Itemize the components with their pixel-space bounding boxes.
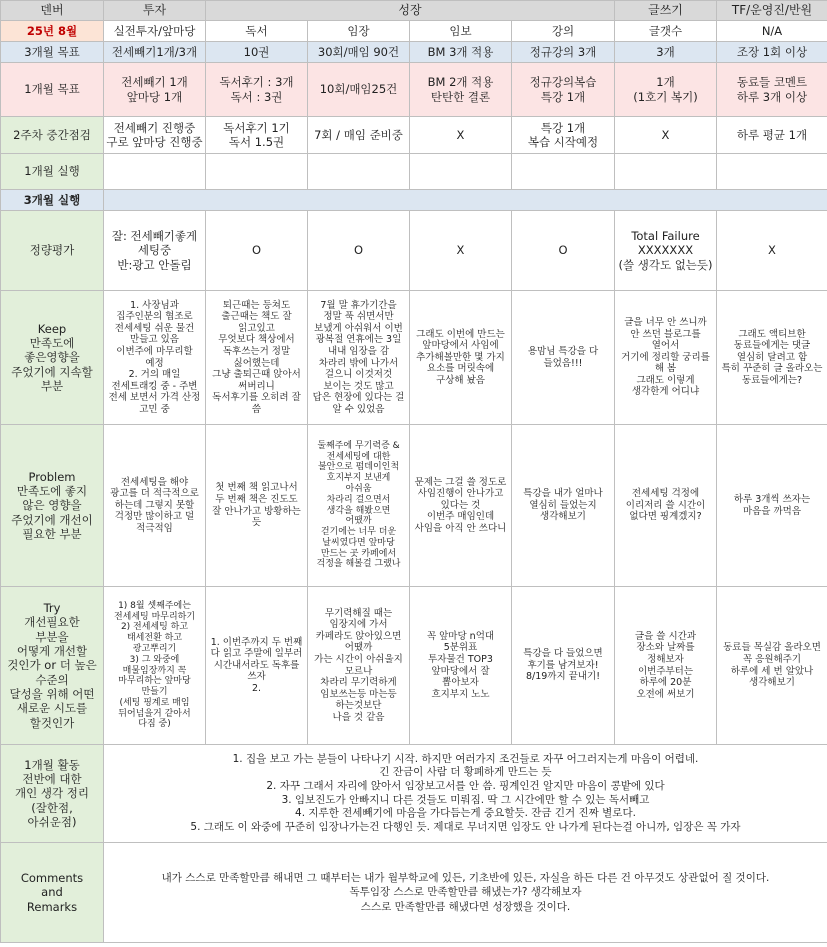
problem-cell — [104, 425, 206, 587]
text-line: Total Failure — [631, 228, 700, 243]
text-line: 열심히 달려고 함 — [736, 351, 808, 363]
month-goal-row — [1, 63, 827, 117]
week2-check-row — [1, 117, 827, 154]
text-line: 퇴근때는 등쳐도 — [222, 299, 291, 311]
text-line: 보냈게 아쉬워서 이번 — [314, 322, 403, 334]
sub-invest: 실전투자/앞마당 — [104, 21, 206, 42]
text-line: 독서 1.5권 — [228, 135, 285, 149]
empty-cell — [717, 154, 827, 190]
text-line: X — [661, 127, 670, 142]
month-goal-cell — [615, 63, 717, 117]
text-line: 시간내서라도 독후를 — [213, 659, 300, 671]
text-line: 요소를 머릿속에 — [426, 363, 495, 375]
sub-tf: N/A — [717, 21, 827, 42]
text-line: 2. 거의 매일 — [128, 369, 181, 381]
quant-cell — [206, 211, 308, 291]
text-line: 적극적임 — [136, 522, 173, 534]
category-growth: 성장 — [206, 1, 615, 21]
empty-cell — [104, 154, 206, 190]
text-line: 할것인가 — [29, 715, 75, 730]
text-line: 하는데 그렇지 못할 — [114, 499, 195, 511]
month-goal-cell — [717, 63, 827, 117]
text-line: 앞마당 1개 — [126, 89, 183, 104]
try-row — [1, 587, 827, 745]
text-line: 호지부지 보낸게 — [326, 473, 391, 484]
problem-cell — [512, 425, 615, 587]
comments-label — [1, 843, 104, 943]
text-line: 잘: 전세빼기좋게 — [111, 228, 198, 243]
text-line: 뒤어넘을거 같아서 — [118, 708, 191, 719]
text-line: X — [456, 127, 465, 142]
quarter-goal-cell: 전세빼기1개/3개 — [104, 42, 206, 63]
text-line: 싫어했는데 — [233, 357, 280, 369]
text-line: 전세세팅에 대한 — [326, 451, 391, 462]
text-line: 전세세팅 마무리하기 — [113, 611, 196, 622]
reflection-text — [104, 745, 827, 843]
text-line: 글을 쓸 시간과 — [634, 630, 697, 642]
keep-cell — [717, 291, 827, 425]
text-line: 뽑아보자 — [442, 677, 479, 689]
text-line: and — [41, 885, 63, 900]
text-line: 독투임장 스스로 만족할만큼 해냈는가? 생각해보자 — [349, 886, 582, 899]
text-line: 만들고 있음 — [130, 334, 179, 346]
text-line: 내가 스스로 만족할만큼 해내면 그 때부터는 내가 월부학교에 있든, 기초반에 있든, 자실을 하든 다른 건 아무것도 상관없어 질 것이다. — [161, 872, 770, 885]
text-line: 차라리 걸으면서 — [326, 494, 391, 505]
problem-cell — [308, 425, 410, 587]
text-line: 생각해보기 — [749, 677, 795, 689]
quarter-goal-cell: 3개 — [615, 42, 717, 63]
text-line: 예정 — [145, 357, 164, 369]
text-line: 날씨였다면 앞마당 — [322, 537, 395, 548]
text-line: 부분 — [40, 379, 64, 394]
week2-check-label: 2주차 중간점검 — [1, 117, 104, 154]
text-line: 그래도 액티브한 — [738, 328, 806, 340]
text-line: 앞마당에서 잘 — [431, 665, 490, 677]
keep-row — [1, 291, 827, 425]
text-line: 투자물건 TOP3 — [428, 653, 493, 665]
week2-check-cell — [512, 117, 615, 154]
week2-check-cell — [104, 117, 206, 154]
quant-cell — [615, 211, 717, 291]
text-line: 독서후기 1기 — [223, 120, 290, 135]
empty-cell — [410, 154, 512, 190]
text-line: 구상해 놨음 — [436, 374, 485, 386]
text-line: 열어서 — [651, 340, 680, 352]
text-line: 전세세팅 쉬운 물건 — [114, 322, 195, 334]
text-line: 이번주 매임인데 — [426, 511, 495, 523]
text-line: 고민 중 — [139, 403, 170, 415]
text-line: 듯 — [251, 517, 262, 529]
text-line: 가는 시간이 아쉬울지 — [314, 653, 403, 665]
text-line: 광복절 연휴에는 3일 — [315, 334, 402, 346]
text-line: 걱정을 해볼걸 그랬나 — [316, 559, 401, 570]
text-line: 세팅중 — [137, 243, 172, 258]
text-line: 거기에 정리할 궁리를 — [621, 351, 710, 363]
text-line: 하는것보단 — [335, 700, 382, 712]
text-line: 3) 그 와중에 — [129, 654, 180, 665]
text-line: 해 봄 — [654, 363, 677, 375]
text-line: O — [558, 243, 568, 258]
month-goal-cell — [104, 63, 206, 117]
month-goal-cell — [410, 63, 512, 117]
text-line: 장소와 날짜를 — [636, 642, 695, 654]
text-line: 5. 그래도 이 와중에 꾸준히 임장나가는건 다행인 듯. 제대로 무너지면 임장도 안 나가게 된다는걸 아니까, 임장은 꼭 가자 — [190, 820, 741, 833]
text-line: 1. 사장님과 — [130, 299, 179, 311]
text-line: 10회/매임25건 — [319, 82, 398, 97]
text-line: 주었기에 지속할 — [11, 364, 93, 379]
text-line: 반:광고 안돌림 — [117, 257, 192, 272]
reflection-row — [1, 745, 827, 843]
quarter-goal-cell: 정규강의 3개 — [512, 42, 615, 63]
text-line: 독서후기 : 3개 — [219, 75, 294, 90]
text-line: 전세트래킹 중 - 주변 — [111, 380, 198, 392]
text-line: 안 쓰던 블로그를 — [630, 328, 701, 340]
text-line: 임보쓰는등 마는등 — [320, 688, 397, 700]
text-line: 그냥 출퇴근때 앉아서 — [212, 369, 301, 381]
text-line: 특강 1개 — [540, 120, 586, 135]
problem-label — [1, 425, 104, 587]
month-exec-row — [1, 154, 827, 190]
sub-imbo: 임보 — [410, 21, 512, 42]
week2-check-cell — [308, 117, 410, 154]
text-line: 어땠까 — [345, 516, 372, 527]
text-line: 아쉬운점) — [27, 815, 77, 830]
text-line: 보이는 것도 많고 — [323, 380, 394, 392]
quarter-exec-row — [1, 190, 827, 211]
text-line: 수준의 — [35, 672, 69, 687]
text-line: 1개 — [656, 75, 675, 90]
corner-label: 덴버 — [1, 1, 104, 21]
text-line: 불안으로 펌데이인척 — [317, 462, 400, 473]
quarter-goal-label: 3개월 목표 — [1, 42, 104, 63]
text-line: 답은 현장에 있다는 걸 — [312, 392, 405, 404]
text-line: 8/19까지 끝내기! — [525, 671, 601, 683]
text-line: 걷기에는 너무 더운 — [320, 527, 397, 538]
section-band — [104, 190, 827, 211]
text-line: (쓸 생각도 없는듯) — [618, 257, 713, 272]
text-line: Problem — [28, 469, 76, 484]
keep-cell — [410, 291, 512, 425]
text-line: (잘한점, — [31, 800, 73, 815]
text-line: 긴 잔금이 사람 더 황폐하게 만드는 듯 — [379, 766, 552, 779]
text-line: 만드는 곳 카페에서 — [320, 548, 397, 559]
text-line: 태세전환 하고 — [126, 633, 183, 644]
text-line: 잘 안나가고 방황하는 — [212, 505, 301, 517]
text-line: 전세세팅을 해야 — [120, 476, 189, 488]
try-cell — [206, 587, 308, 745]
comments-row — [1, 843, 827, 943]
text-line: 그래도 이렇게 — [636, 374, 695, 386]
text-line: 1) 8월 셋째주에는 — [118, 600, 191, 611]
text-line: 꼭 응원해주기 — [742, 653, 802, 665]
text-line: 다짐 중) — [138, 719, 171, 730]
text-line: 이번주부터는 — [637, 665, 694, 677]
text-line: 추가해볼만한 몇 가지 — [416, 351, 505, 363]
keep-cell — [206, 291, 308, 425]
text-line: 걸으니 이것저것 — [324, 369, 393, 381]
empty-cell — [615, 154, 717, 190]
month-goal-cell — [512, 63, 615, 117]
text-line: 무엇보다 책상에서 — [218, 334, 295, 346]
text-line: 특강을 다 들었으면 — [523, 648, 603, 660]
text-line: Keep — [37, 321, 67, 336]
text-line: Comments — [20, 870, 84, 885]
text-line: 하루 3개씩 쓰자는 — [733, 493, 811, 505]
sub-reading: 독서 — [206, 21, 308, 42]
text-line: 독후쓰는거 정말 — [222, 345, 291, 357]
text-line: 부분을 — [35, 629, 69, 644]
text-line: 마음을 까먹음 — [742, 505, 802, 517]
text-line: 독서후기를 오히려 잘 — [212, 392, 301, 404]
keep-label — [1, 291, 104, 425]
text-line: 복습 시작예정 — [527, 135, 599, 149]
text-line: 구로 앞마당 진행중 — [106, 135, 203, 149]
text-line: 하루에 20분 — [639, 677, 692, 689]
text-line: 차라리 밖에 나가서 — [318, 357, 399, 369]
text-line: 있다는 것 — [440, 499, 481, 511]
text-line: 전세빼기 진행중 — [113, 120, 196, 135]
text-line: 쓰자 — [247, 671, 266, 683]
text-line: 사임진행이 안나가고 — [417, 488, 504, 500]
text-line: 임장지에 가서 — [329, 619, 388, 631]
text-line: 그래도 이번에 만드는 — [416, 328, 505, 340]
sub-lecture: 강의 — [512, 21, 615, 42]
text-line: 어땠까 — [344, 642, 373, 654]
text-line: XXXXXXX — [637, 243, 694, 258]
text-line: 주었기에 개선이 — [11, 512, 93, 527]
week2-check-cell — [717, 117, 827, 154]
text-line: 광고를 더 적극적으로 — [110, 488, 199, 500]
keep-cell — [512, 291, 615, 425]
text-line: 하루 3개 이상 — [736, 89, 808, 104]
text-line: 씀 — [251, 403, 262, 415]
text-line: 열심히 들었는지 — [529, 499, 597, 511]
quarter-goal-cell: BM 3개 적용 — [410, 42, 512, 63]
text-line: 출근때는 책도 잘 — [221, 311, 292, 323]
text-line: 앞마당에서 사임에 — [422, 340, 499, 352]
text-line: Try — [43, 600, 61, 615]
problem-cell — [717, 425, 827, 587]
text-line: 집주인분의 협조로 — [116, 311, 193, 323]
text-line: 만들기 — [141, 687, 168, 698]
text-line: 개선필요한 — [24, 615, 80, 630]
quant-label: 정량평가 — [1, 211, 104, 291]
date-cell: 25년 8월 — [1, 21, 104, 42]
empty-cell — [206, 154, 308, 190]
text-line: 2. — [251, 682, 262, 694]
quant-cell — [717, 211, 827, 291]
text-line: 좋은영향을 — [24, 350, 80, 365]
text-line: Remarks — [26, 899, 78, 914]
text-line: 만족도에 좋지 — [16, 483, 88, 498]
text-line: 전세세팅 걱정에 — [631, 488, 700, 500]
text-line: 독서 : 3권 — [230, 89, 283, 104]
text-line: 특강을 내가 얼마나 — [523, 488, 603, 500]
try-cell — [615, 587, 717, 745]
text-line: 생각한게 어디냐 — [631, 386, 700, 398]
try-cell — [512, 587, 615, 745]
quant-row — [1, 211, 827, 291]
text-line: 오전에 써보기 — [636, 688, 695, 700]
text-line: 동료들 목실감 올라오면 — [723, 642, 821, 654]
problem-cell — [615, 425, 717, 587]
text-line: 없다면 핑계겠지? — [629, 511, 702, 523]
category-writing: 글쓰기 — [615, 1, 717, 21]
text-line: 둘째주에 무기력증 & — [317, 440, 400, 451]
text-line: 모르나 — [344, 665, 373, 677]
quant-cell — [104, 211, 206, 291]
text-line: 정말 푹 쉬면서만 — [323, 311, 394, 323]
text-line: 생각해보기 — [540, 511, 586, 523]
text-line: 써버리니 — [238, 380, 275, 392]
text-line: 것인가 or 더 높은 — [7, 658, 97, 673]
text-line: 특강 1개 — [540, 89, 586, 104]
text-line: 들었음!!! — [543, 357, 583, 369]
text-line: 이번주에 마무리할 — [116, 345, 193, 357]
try-cell — [104, 587, 206, 745]
text-line: 첫 번째 책 읽고나서 — [215, 482, 298, 494]
quarter-goal-row — [1, 42, 827, 63]
text-line: 이리저리 쓸 시간이 — [625, 499, 706, 511]
text-line: 글을 너무 안 쓰니까 — [624, 316, 707, 328]
keep-cell — [308, 291, 410, 425]
problem-cell — [206, 425, 308, 587]
sub-writing-count: 글갯수 — [615, 21, 717, 42]
text-line: O — [251, 243, 262, 258]
try-cell — [308, 587, 410, 745]
quant-cell — [410, 211, 512, 291]
text-line: 7월 말 휴가기간을 — [320, 299, 397, 311]
text-line: 후기를 남겨보자! — [527, 659, 599, 671]
month-goal-label: 1개월 목표 — [1, 63, 104, 117]
text-line: 광고뿌리기 — [132, 643, 177, 654]
text-line: (1호기 복기) — [633, 89, 698, 104]
text-line: 하루에 세 번 알았나 — [730, 665, 814, 677]
text-line: 다 읽고 주말에 일부러 — [210, 648, 303, 660]
text-line: 달성을 위해 어떤 — [9, 687, 95, 702]
header-row-categories — [1, 1, 827, 21]
header-row-subcategories — [1, 21, 827, 42]
quarter-goal-cell: 조장 1회 이상 — [717, 42, 827, 63]
text-line: 전세 보면서 가격 산정 — [108, 392, 201, 404]
text-line: 3. 임보진도가 안빠지니 다른 것들도 미뤄짐. 딱 그 시간에만 할 수 있는 독서빼고 — [281, 793, 650, 806]
text-line: 2) 전세세팅 하고 — [120, 622, 189, 633]
text-line: 무기력해질 때는 — [324, 607, 393, 619]
text-line: 두 번째 책은 진도도 — [215, 493, 298, 505]
text-line: 동료들 코멘트 — [736, 75, 808, 90]
keep-cell — [104, 291, 206, 425]
empty-cell — [308, 154, 410, 190]
problem-cell — [410, 425, 512, 587]
quarter-exec-label: 3개월 실행 — [1, 190, 104, 211]
text-line: 동료들에게는 댓글 — [733, 340, 811, 352]
text-line: 필요한 부분 — [22, 527, 82, 542]
month-goal-cell — [206, 63, 308, 117]
text-line: 알 수 있었음 — [332, 403, 385, 415]
sub-imjang: 임장 — [308, 21, 410, 42]
text-line: 특히 꾸준히 글 올라오는 — [721, 363, 823, 375]
empty-cell — [512, 154, 615, 190]
text-line: 전세빼기 1개 — [121, 75, 188, 90]
text-line: 읽고있고 — [238, 322, 275, 334]
text-line: 내내 임장을 감 — [327, 345, 390, 357]
week2-check-cell — [410, 117, 512, 154]
try-cell — [410, 587, 512, 745]
keep-cell — [615, 291, 717, 425]
text-line: 1. 집을 보고 가는 분들이 나타나기 시작. 하지만 여러가지 조건들로 자꾸 어그러지는게 마음이 어렵네. — [232, 752, 699, 765]
week2-check-cell — [615, 117, 717, 154]
text-line: 아쉬움 — [345, 483, 372, 494]
text-line: O — [353, 243, 364, 258]
text-line: 문제는 그걸 쓸 정도로 — [414, 476, 507, 488]
comments-text — [104, 843, 827, 943]
text-line: 스스로 만족할만큼 해냈다면 성장했을 것이다. — [360, 900, 571, 913]
month-exec-label: 1개월 실행 — [1, 154, 104, 190]
text-line: 꼭 앞마당 n억대 — [426, 630, 495, 642]
quant-cell — [308, 211, 410, 291]
text-line: 어떻게 개선할 — [16, 643, 88, 658]
reflection-label — [1, 745, 104, 843]
week2-check-cell — [206, 117, 308, 154]
text-line: X — [456, 243, 465, 258]
text-line: 차라리 무기력하게 — [320, 677, 397, 689]
category-tf: TF/운영진/반원 — [717, 1, 827, 21]
text-line: 1개월 활동 — [24, 757, 80, 772]
quant-cell — [512, 211, 615, 291]
text-line: 7회 / 매임 준비중 — [314, 127, 403, 142]
month-goal-cell — [308, 63, 410, 117]
text-line: 개인 생각 정리 — [15, 786, 89, 801]
problem-row — [1, 425, 827, 587]
text-line: 걱정만 많이하고 덜 — [114, 511, 195, 523]
try-label — [1, 587, 104, 745]
text-line: 용맘님 특강을 다 — [527, 345, 599, 357]
try-cell — [717, 587, 827, 745]
quarter-goal-cell: 30회/매임 90건 — [308, 42, 410, 63]
text-line: 만족도에 — [29, 335, 75, 350]
text-line: 카페라도 앉아있으면 — [315, 630, 402, 642]
text-line: 5분위표 — [443, 642, 478, 654]
text-line: 탄탄한 결론 — [430, 89, 491, 104]
text-line: 생각을 해봤으면 — [326, 505, 391, 516]
text-line: 매물임장까지 꼭 — [122, 665, 187, 676]
quarter-goal-cell: 10권 — [206, 42, 308, 63]
text-line: 2. 자꾸 그래서 자리에 앉아서 임장보고서를 안 씀. 핑계인건 알지만 마음이 콩밭에 있다 — [266, 779, 665, 792]
category-invest: 투자 — [104, 1, 206, 21]
text-line: 마무리하는 앞마당 — [118, 676, 191, 687]
text-line: 않은 영향을 — [22, 498, 82, 513]
text-line: 전반에 대한 — [22, 771, 82, 786]
text-line: 흐지부지 노노 — [431, 688, 490, 700]
text-line: 동료들에게는? — [741, 374, 803, 386]
text-line: 정해보자 — [647, 653, 684, 665]
text-line: X — [768, 243, 776, 258]
text-line: 1. 이번주까지 두 번째 — [210, 636, 303, 648]
text-line: 4. 지루한 전세빼기에 마음을 가다듬는게 중요할듯. 잔금 긴거 진짜 별로다. — [295, 807, 636, 820]
text-line: 새로운 시도를 — [16, 701, 88, 716]
text-line: 하루 평균 1개 — [736, 127, 808, 142]
text-line: (세팅 핑계로 매임 — [119, 697, 190, 708]
text-line: 사임을 아직 안 쓰다니 — [414, 522, 507, 534]
text-line: 정규강의복습 — [529, 75, 597, 90]
text-line: 나을 것 같음 — [332, 711, 385, 723]
text-line: BM 2개 적용 — [427, 75, 494, 90]
